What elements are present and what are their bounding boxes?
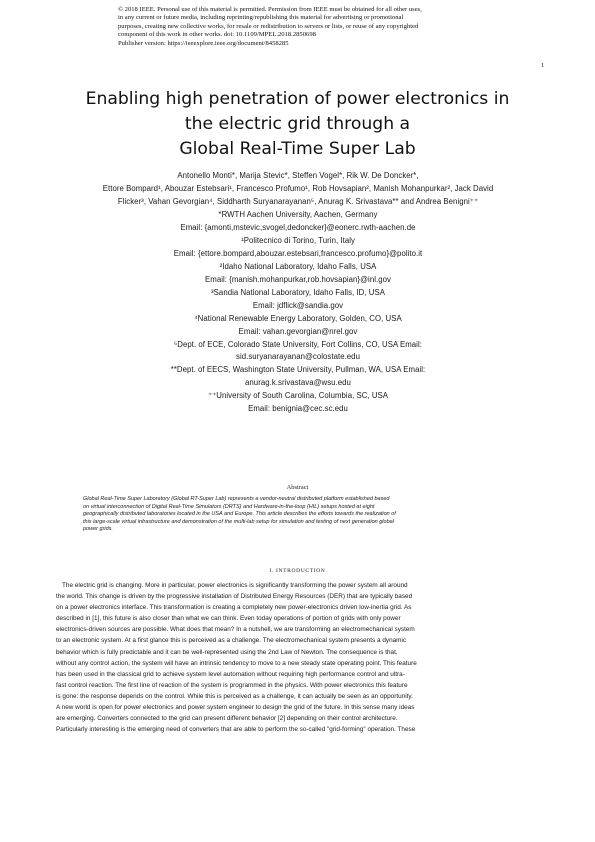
paper-title [40,87,555,162]
affiliation-line: ⁵Dept. of ECE, Colorado State University, Fort Collins, CO, USA Email: [174,339,422,349]
affiliation-line: Email: benignia@cec.sc.edu [248,404,348,414]
notice-line: © 2018 IEEE. Personal use of this material is permitted. Permission from IEEE must be obtained for all other uses, [118,6,422,13]
abstract-line: on virtual interconnection of Digital Real-Time Simulators (DRTS) and Hardware-in-the-loop (HIL) setups hosted at eight [83,503,375,510]
abstract-heading: Abstract [286,484,309,491]
body-line: electronics-driven sources are possible. What does that mean? In a nutshell, we are transforming an electromechanical system [56,626,415,634]
affiliation-line: ³Sandia National Laboratory, Idaho Falls, ID, USA [211,287,385,297]
body-line: is gone: the response depends on the control. While this is perceived as a challenge, it can actually be seen as an opportunity. [56,692,413,700]
affiliation-line: Email: {amonti,mstevic,svogel,dedoncker}@eonerc.rwth-aachen.de [180,222,416,232]
body-line: described in [1], this future is also closer than what we can think. Even today operations of portion of grids with only power [56,615,401,623]
introduction-text [56,580,544,735]
body-line: to an electronic system. At a first glance this is perceived as a challenge. The electromechanical system presents a dynamic [56,637,407,645]
body-line: fast control reaction. The first line of reaction of the system is programmed in the physics. With power electronics this feature [56,681,408,689]
affiliation-line: Email: vahan.gevorgian@nrel.gov [238,326,358,336]
affiliation-line: sid.suryanarayanan@colostate.edu [236,352,360,362]
affiliation-line: ⁴National Renewable Energy Laboratory, Golden, CO, USA [194,313,402,323]
copyright-notice [118,6,478,48]
author-line: Flicker³, Vahan Gevorgian⁴, Siddharth Suryanarayanan⁵, Anurag K. Srivastava** and Andrea Benigni⁺⁺ [117,196,479,206]
affiliation-line: Email: jdflick@sandia.gov [252,300,344,310]
affiliation-line: *RWTH Aachen University, Aachen, Germany [218,210,378,219]
abstract-line: Global Real-Time Super Laboratory (Global RT-Super Lab) represents a vendor-neutral distributed platform established based [83,496,390,502]
affiliation-line: **Dept. of EECS, Washington State University, Pullman, WA, USA Email: [170,365,426,375]
affiliation-line: ²Idaho National Laboratory, Idaho Falls, USA [219,261,377,271]
body-line: are emerging. Converters connected to the grid can present different behavior [2] depending on their control architecture. [56,715,398,723]
affiliation-list [66,209,530,416]
abstract-line: power grids. [83,526,113,533]
abstract-line: geographically distributed laboratories located in the USA and Europe. This article describes the efforts towards the realization of [83,511,396,518]
affiliation-line: ¹Politecnico di Torino, Turin, Italy [241,235,355,245]
body-line: on a power electronics interface. This transformation is creating a completely new power-electronics driven low-inertia grid. As [56,604,412,612]
notice-line: component of this work in other works. doi: 10.1109/MPEL.2018.2850698 [118,31,316,39]
body-line: without any control action, the system will have an intrinsic tendency to move to a new steady state operating point. This feature [56,659,417,667]
body-line: A new world is open for power electronics and power system engineer to design the grid of the future. In this sense many ideas [56,704,415,712]
body-line: the world. This change is driven by the progressive installation of Distributed Energy Resources (DER) that are typically based [56,593,413,601]
body-line: has been used in the classical grid to achieve system level automation without requiring high performance control and ultra- [56,670,405,678]
affiliation-line: Email: {ettore.bompard,abouzar.estebsari,francesco.profumo}@polito.it [173,248,423,258]
affiliation-line: Email: {manish.mohanpurkar,rob.hovsapian}@inl.gov [205,274,391,284]
body-line: The electric grid is changing. More in particular, power electronics is significantly transforming the power system all around [62,582,408,589]
author-line: Ettore Bompard¹, Abouzar Estebsari¹, Francesco Profumo¹, Rob Hovsapian², Manish Mohanpurkar², Jack David [102,183,494,193]
notice-line: Publisher version: https://ieeexplore.ieee.org/document/8458285 [118,39,289,47]
affiliation-line: anurag.k.srivastava@wsu.edu [245,378,351,388]
title-line: Global Real-Time Super Lab [179,139,416,159]
abstract-text [83,496,515,534]
page-number: 1 [541,62,545,69]
title-line: the electric grid through a [184,114,411,134]
notice-line: in any current or future media, including reprinting/republishing this material for advertising or promotional [118,14,404,22]
title-line: Enabling high penetration of power electronics in [85,89,510,109]
section-heading: I. INTRODUCTION [269,568,326,574]
body-line: Particularly interesting is the emerging need of converters that are able to perform the so-called "grid-forming" operation. These [56,726,416,734]
abstract-line: this large-scale virtual infrastructure and demonstration of the multi-lab setup for simulation and testing of next generation global [83,518,394,525]
author-line: Antonello Monti*, Marija Stevic*, Steffen Vogel*, Rik W. De Doncker*, [177,171,419,180]
affiliation-line: ⁺⁺University of South Carolina, Columbia, SC, USA [207,391,389,401]
body-line: behavior which is fully predictable and it can be well-represented using the 2nd Law of Newton. The consequence is that, [56,648,398,656]
notice-line: purposes, creating new collective works, for resale or redistribution to servers or lists, or reuse of any copyrighted [118,22,419,30]
author-list [66,170,530,209]
